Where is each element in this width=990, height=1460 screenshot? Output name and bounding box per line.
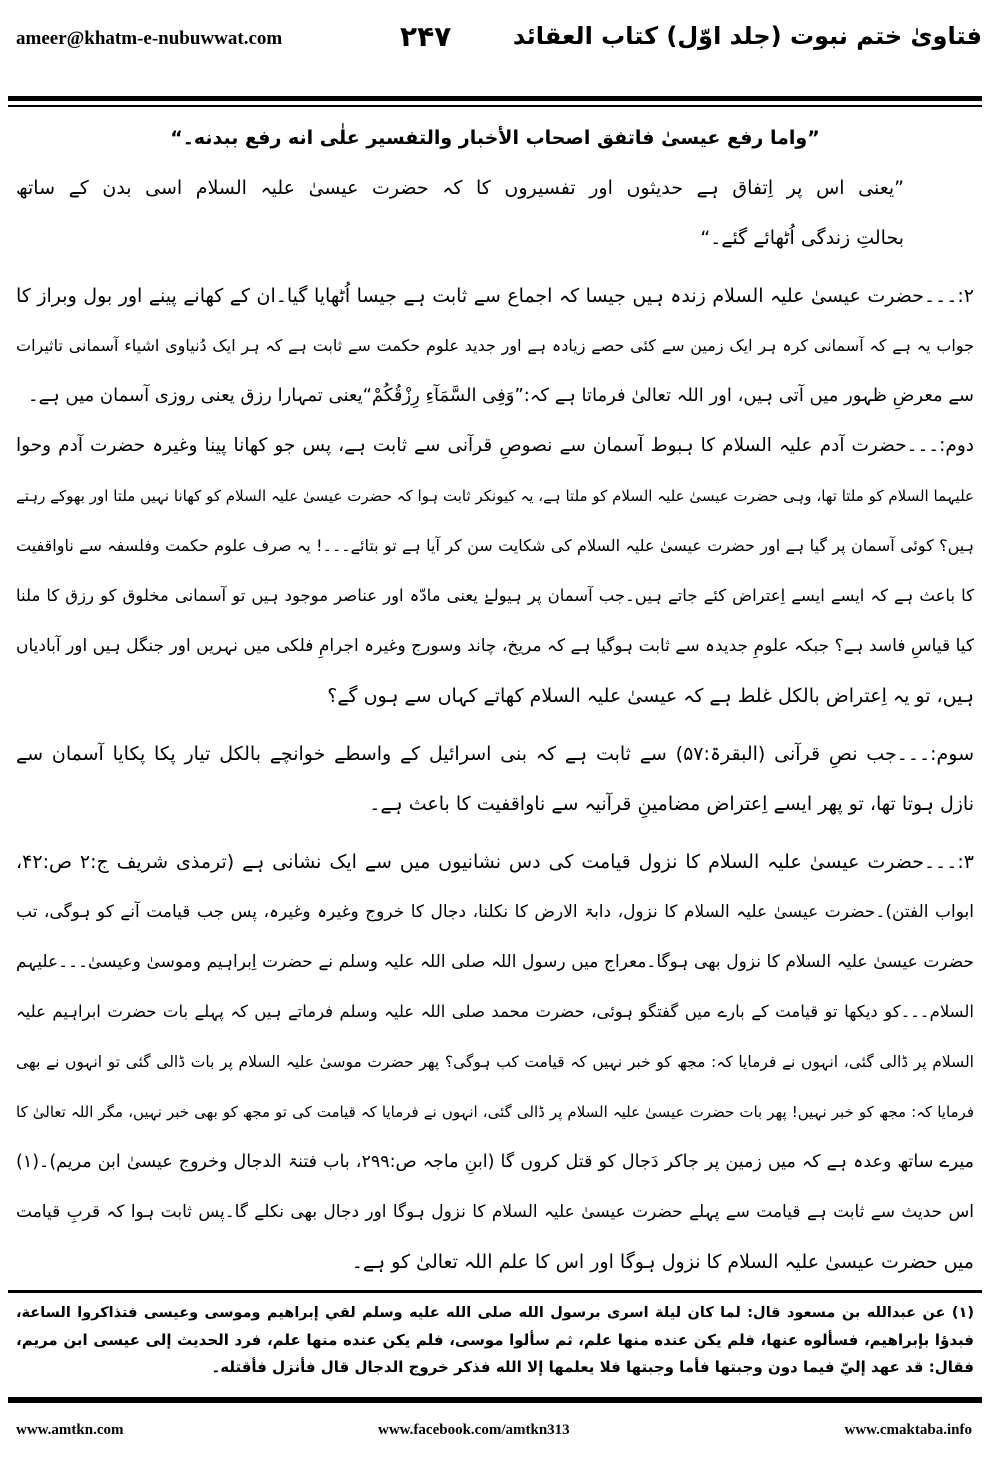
text-line: علیہما السلام کو ملتا تھا، وہی حضرت عیسیٰ علیہ السلام کو ملتا ہے، یہ کیونکر ثابت ہوا کہ حضرت عیسیٰ علیہ السلام کو کھانا نہیں ملتا اور بھوکے رہتے xyxy=(16,487,974,505)
footer-link-amtkn[interactable]: www.amtkn.com xyxy=(16,1422,124,1438)
footer-link-cmaktaba[interactable]: www.cmaktaba.info xyxy=(844,1422,972,1438)
text-line: ابواب الفتن)۔حضرت عیسیٰ علیہ السلام کا نزول، دابۃ الارض کا نکلنا، دجال کا خروج وغیرہ وغیرہ، پس جب قیامت آنے کو ہوگی، تب xyxy=(16,902,974,922)
text-line: ہیں، تو یہ اِعتراض بالکل غلط ہے کہ عیسیٰ علیہ السلام کھاتے کہاں سے ہوں گے؟ xyxy=(327,685,974,707)
footnote xyxy=(16,1300,974,1381)
text-line: ”یعنی اس پر اِتفاق ہے حدیثوں اور تفسیروں کا کہ حضرت عیسیٰ علیہ السلام اسی بدن کے ساتھ xyxy=(16,177,904,199)
footnote-line: (۱) عن عبدالله بن مسعود قال: لما كان ليلة اسرى برسول الله صلى الله عليه وسلم لقي إبراهيم وموسى وعيسى فتذاكروا الساعة، xyxy=(16,1305,974,1321)
text-line: ۲:۔۔۔حضرت عیسیٰ علیہ السلام زندہ ہیں جیسا کہ اجماع سے ثابت ہے جیسا اُٹھایا گیا۔ان کے کھانے پینے اور بول وبراز کا xyxy=(16,285,974,307)
footnote-line: فقال: قد عهد إليّ فيما دون وجبتها فأما وجبتها فلا يعلمها إلا الله فذكر خروج الدجال قال فأنزل فأقتله۔ xyxy=(211,1358,974,1376)
text-line: ۳:۔۔۔حضرت عیسیٰ علیہ السلام کا نزول قیامت کی دس نشانیوں میں سے ایک نشانی ہے (ترمذی شریف ج:۲ ص:۴۲، xyxy=(16,851,974,873)
text-line: ہیں؟ کوئی آسمان پر گیا ہے اور حضرت عیسیٰ علیہ السلام کی شکایت سن کر آیا ہے تو بتائے۔۔۔! یہ صرف علوم حکمت وفلسفہ سے ناواقفیت xyxy=(16,536,974,555)
text-line: کیا قیاسِ فاسد ہے؟ جبکہ علومِ جدیدہ سے ثابت ہوگیا ہے کہ مریخ، چاند وسورج وغیرہ اجرامِ فلکی میں نہریں اور جنگل ہیں اور آبادیاں xyxy=(16,636,974,656)
text-line: جواب یہ ہے کہ آسمانی کرہ ہر ایک زمین سے کئی حصے زیادہ ہے اور جدید علوم حکمت سے ثابت ہے کہ ہر ایک دُنیاوی اشیاء آسمانی تاثیرات xyxy=(16,336,974,355)
text-line: نازل ہوتا تھا، تو پھر ایسے اِعتراض مضامینِ قرآنیہ سے ناواقفیت کا باعث ہے۔ xyxy=(369,793,974,815)
body-text xyxy=(16,118,974,1292)
book-title: فتاویٰ ختم نبوت (جلد اوّل) کتاب العقائد xyxy=(512,22,982,50)
text-line: السلام۔۔۔کو دیکھا تو قیامت کے بارے میں گفتگو ہوئی، حضرت محمد صلی اللہ علیہ وسلم فرماتے ہیں کہ پہلے بات حضرت ابراہیم علیہ xyxy=(16,1002,974,1021)
text-line: میرے ساتھ وعدہ ہے کہ میں زمین پر جاکر دَجال کو قتل کروں گا (ابنِ ماجہ ص:۲۹۹، باب فتنۃ الدجال وخروج عیسیٰ ابن مریم)۔(۱) xyxy=(16,1152,975,1172)
footnote-line: فبدؤا بإبراهيم، فسألوه عنها، فلم يكن عنده منها علم، ثم سألوا موسى، فلم يكن عنده منها علم، فرد الحديث إلى عيسى ابن مريم، xyxy=(16,1331,974,1349)
text-line: سوم:۔۔۔جب نصِ قرآنی (البقرۃ:۵۷) سے ثابت ہے کہ بنی اسرائیل کے واسطے خوانچے بالکل تیار پکا پکایا آسمان سے xyxy=(16,743,974,765)
text-line: اس حدیث سے ثابت ہے قیامت سے پہلے حضرت عیسیٰ علیہ السلام کا نزول ہوگا اور دجال بھی نکلے گا۔پس ثابت ہوا کہ قربِ قیامت xyxy=(16,1202,974,1222)
text-line: دوم:۔۔۔حضرت آدم علیہ السلام کا ہبوط آسمان سے نصوصِ قرآنی سے ثابت ہے، پس جو کھانا پینا وغیرہ حضرت آدم وحوا xyxy=(16,435,974,456)
header-email: ameer@khatm-e-nubuwwat.com xyxy=(16,28,283,49)
page-header xyxy=(0,18,990,62)
footer-link-facebook[interactable]: www.facebook.com/amtkn313 xyxy=(378,1422,570,1438)
text-line: السلام پر ڈالی گئی، انہوں نے فرمایا کہ: مجھ کو خبر نہیں کہ قیامت کب ہوگی؟ پھر حضرت موسیٰ علیہ السلام پر بات ڈالی گئی تو انہوں نے بھی xyxy=(16,1053,974,1071)
text-line: کا باعث ہے کہ ایسے ایسے اِعتراض کئے جاتے ہیں۔جب آسمان پر ہیولےٰ یعنی مادّہ اور عناصر موجود ہیں تو آسمانی مخلوق کو رزق کا ملنا xyxy=(16,586,974,605)
footer-rule xyxy=(8,1397,982,1403)
text-line: سے معرضِ ظہور میں آتی ہیں، اور اللہ تعالیٰ فرماتا ہے کہ:”وَفِی السَّمَآءِ رِزْقُکُمْ“یعنی تمہارا رزق یعنی روزی آسمان میں ہے۔ xyxy=(28,385,974,406)
header-rule-thick xyxy=(8,96,982,101)
text-line: فرمایا کہ: مجھ کو خبر نہیں! پھر بات حضرت عیسیٰ علیہ السلام پر ڈالی گئی، انہوں نے فرمایا کہ قیامت کی تو مجھ کو بھی خبر نہیں، مگر اللہ تعالیٰ کا xyxy=(16,1103,974,1121)
text-line: بحالتِ زندگی اُٹھائے گئے۔“ xyxy=(700,227,904,249)
text-line: میں حضرت عیسیٰ علیہ السلام کا نزول ہوگا اور اس کا علم اللہ تعالیٰ کو ہے۔ xyxy=(351,1251,974,1273)
text-line: حضرت عیسیٰ علیہ السلام کا نزول بھی ہوگا۔معراج میں رسول اللہ صلی اللہ علیہ وسلم نے حضرت اِبراہیم وموسیٰ وعیسیٰ۔۔۔علیہم xyxy=(16,952,974,972)
page-number: ۲۴۷ xyxy=(400,20,452,53)
header-rule-thin xyxy=(8,105,982,107)
footnote-rule xyxy=(8,1290,982,1293)
arabic-quote: ”واما رفع عیسیٰ فاتفق اصحاب الأخبار والتفسیر علٰی انه رفع ببدنه۔“ xyxy=(170,127,820,149)
